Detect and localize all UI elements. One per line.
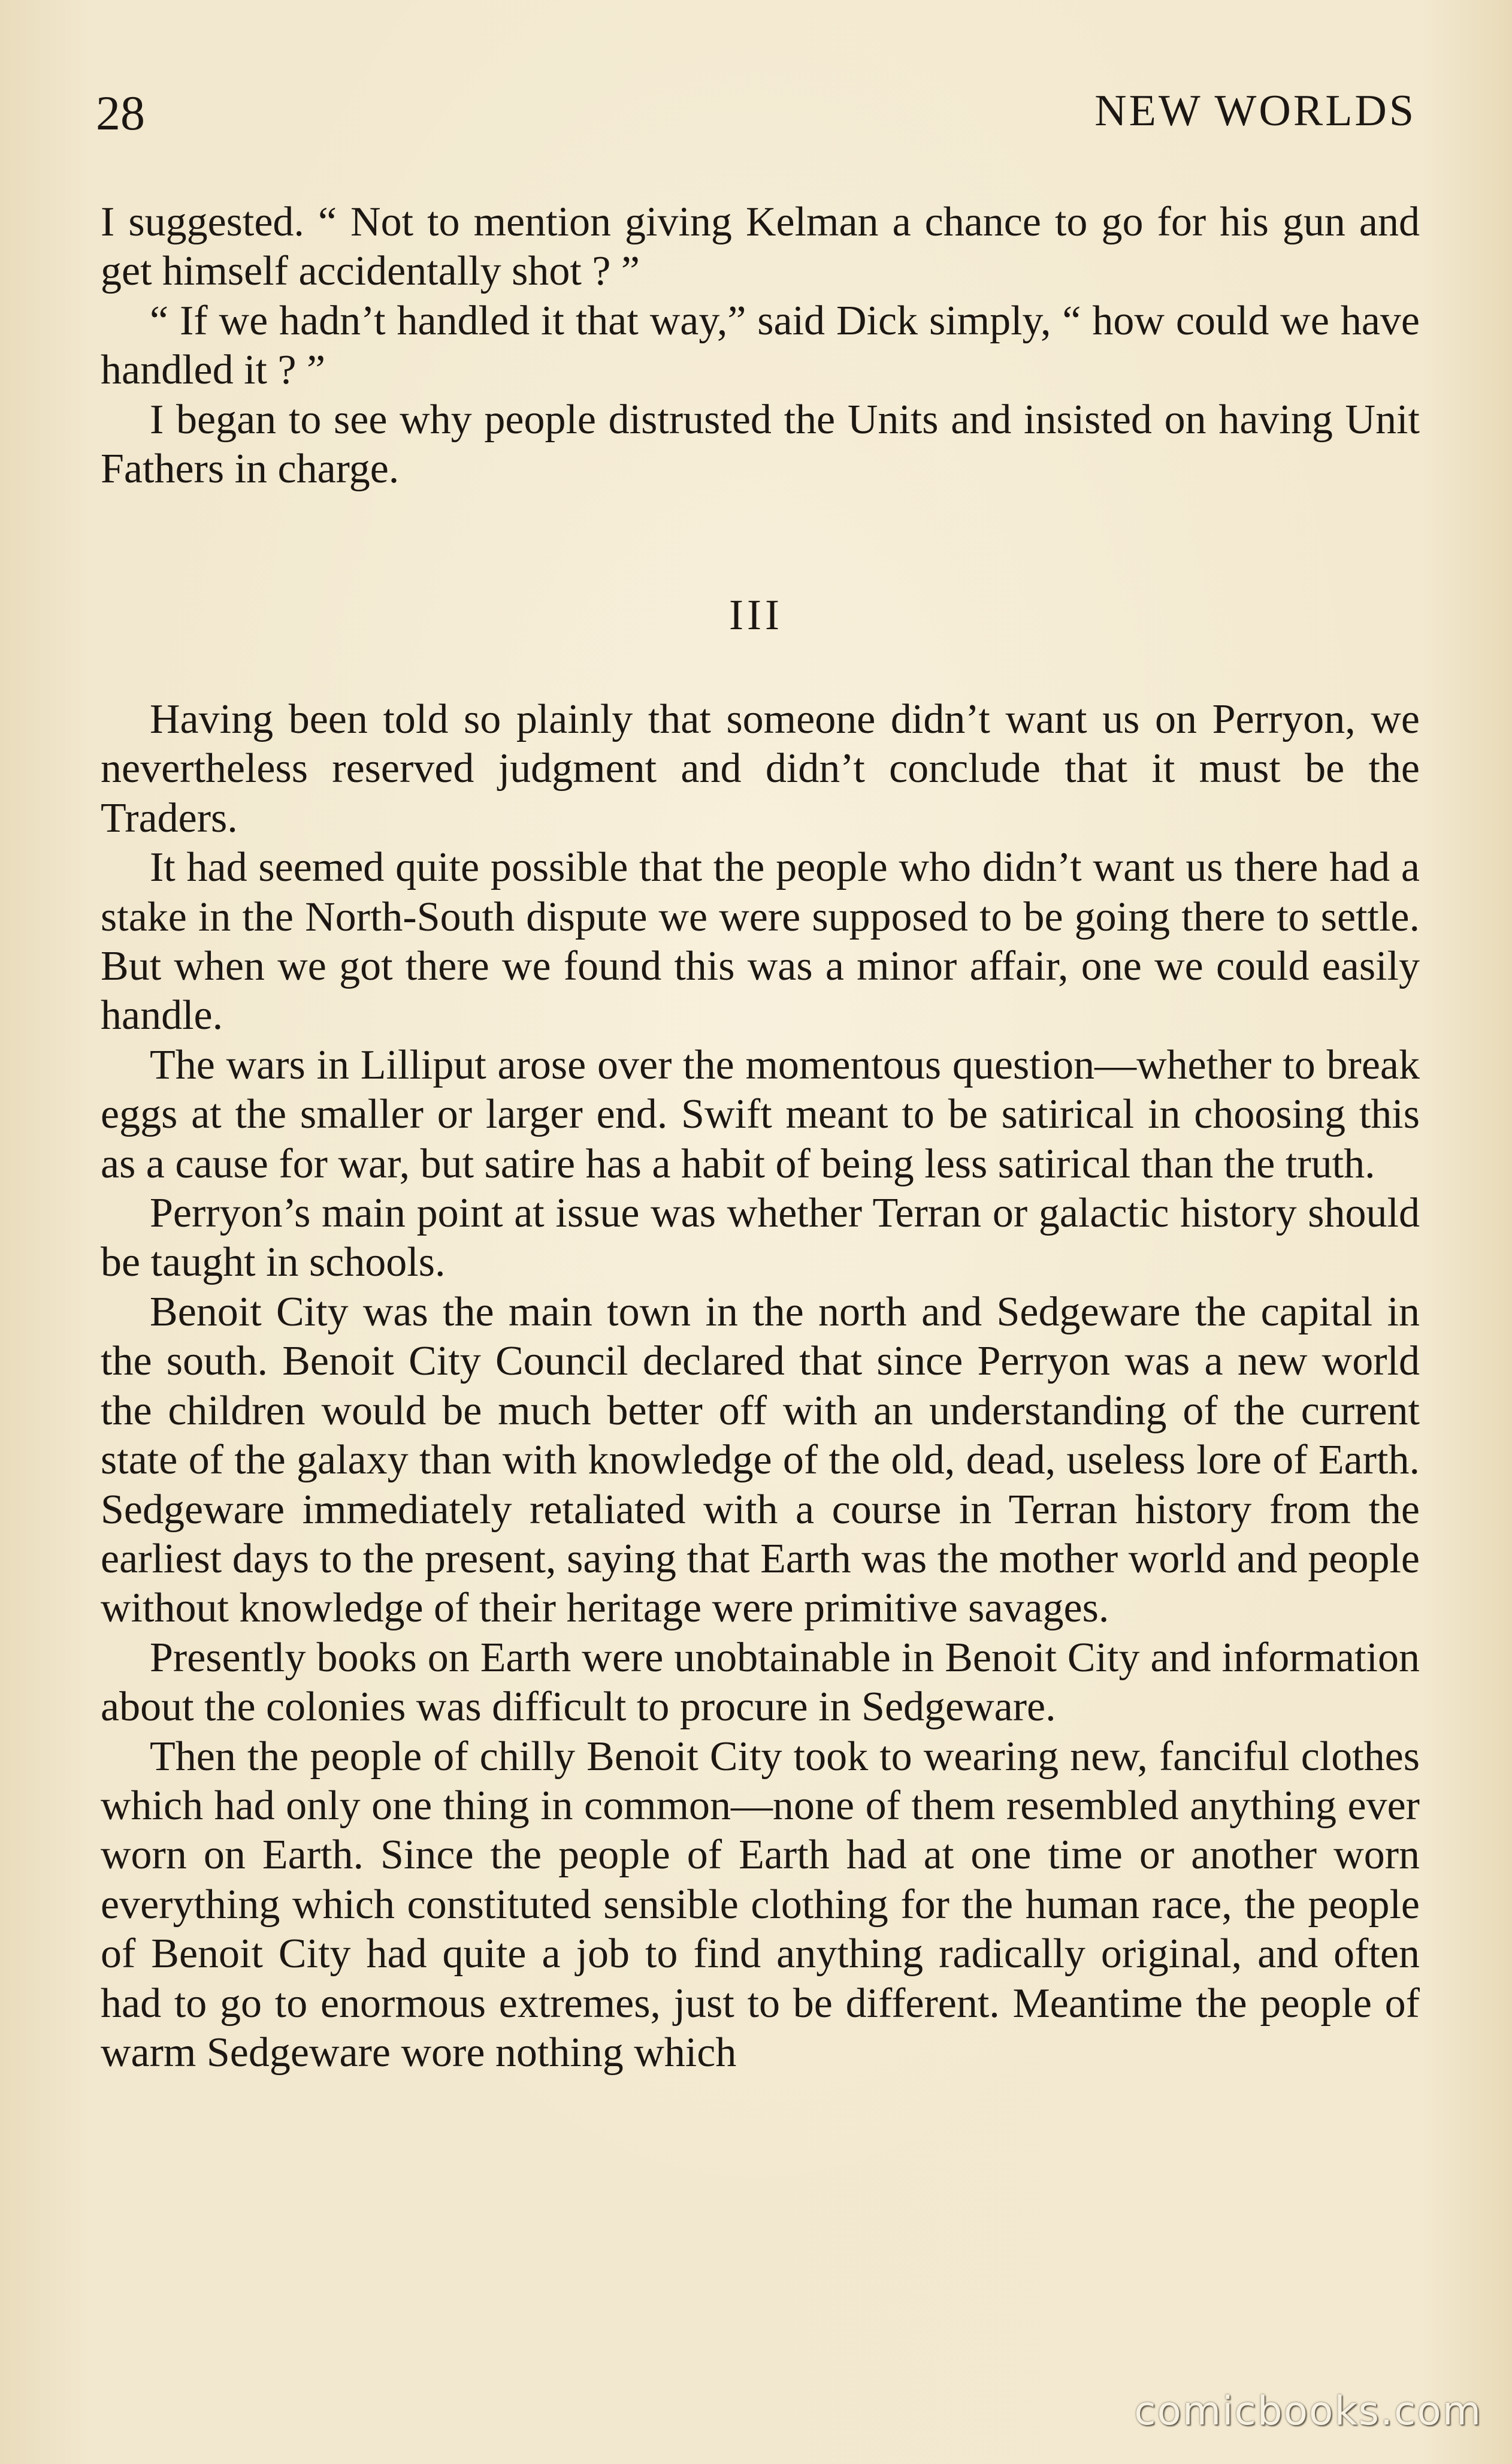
- paragraph: Presently books on Earth were unobtainable in Benoit City and information about the colonies was difficult to procure in Sedgeware.: [101, 1634, 1420, 1731]
- paragraph: Having been told so plainly that someone didn’t want us on Perryon, we nevertheless reserved judgment and didn’t conclude that it must be the Traders.: [101, 696, 1420, 841]
- paragraph: Perryon’s main point at issue was whether Terran or galactic history should be taught in schools.: [101, 1190, 1420, 1286]
- paragraph: The wars in Lilliput arose over the momentous question—whether to break eggs at the smaller or larger end. Swift meant to be satirical in choosing this as a cause for war, but satire has a habit of being less satirical than the truth.: [101, 1041, 1420, 1187]
- paragraph: Then the people of chilly Benoit City took to wearing new, fanciful clothes which had only one thing in common—none of them resembled anything ever worn on Earth. Since the people of Earth had at one time or another worn everything which constituted sensible clothing for the human race, the people of Benoit City had quite a job to find anything radically original, and often had to go to enormous extremes, just to be different. Meantime the people of warm Sedgeware wore nothing which: [101, 1733, 1420, 2076]
- paragraph: “ If we hadn’t handled it that way,” said Dick simply, “ how could we have handled it ? ”: [101, 297, 1420, 394]
- section-heading: III: [729, 591, 783, 639]
- text-block-top: [101, 198, 1420, 494]
- paragraph: I suggested. “ Not to mention giving Kelman a chance to go for his gun and get himself accidentally shot ? ”: [101, 199, 1420, 295]
- watermark: comicbooks.com: [1134, 2388, 1482, 2434]
- running-head: NEW WORLDS: [1094, 86, 1416, 135]
- text-block-main: [101, 695, 1420, 2078]
- page-number: 28: [96, 86, 145, 140]
- paragraph: It had seemed quite possible that the people who didn’t want us there had a stake in the North-South dispute we were supposed to be going there to settle. But when we got there we found this was a minor affair, one we could easily handle.: [101, 844, 1420, 1039]
- paragraph: I began to see why people distrusted the Units and insisted on having Unit Fathers in charge.: [101, 396, 1420, 493]
- paragraph: Benoit City was the main town in the north and Sedgeware the capital in the south. Benoit City Council declared that since Perryon was a new world the children would be much better off with an understanding of the current state of the galaxy than with knowledge of the old, dead, useless lore of Earth. Sedgeware immediately retaliated with a course in Terran history from the earliest days to the present, saying that Earth was the mother world and people without knowledge of their heritage were primitive savages.: [101, 1288, 1420, 1632]
